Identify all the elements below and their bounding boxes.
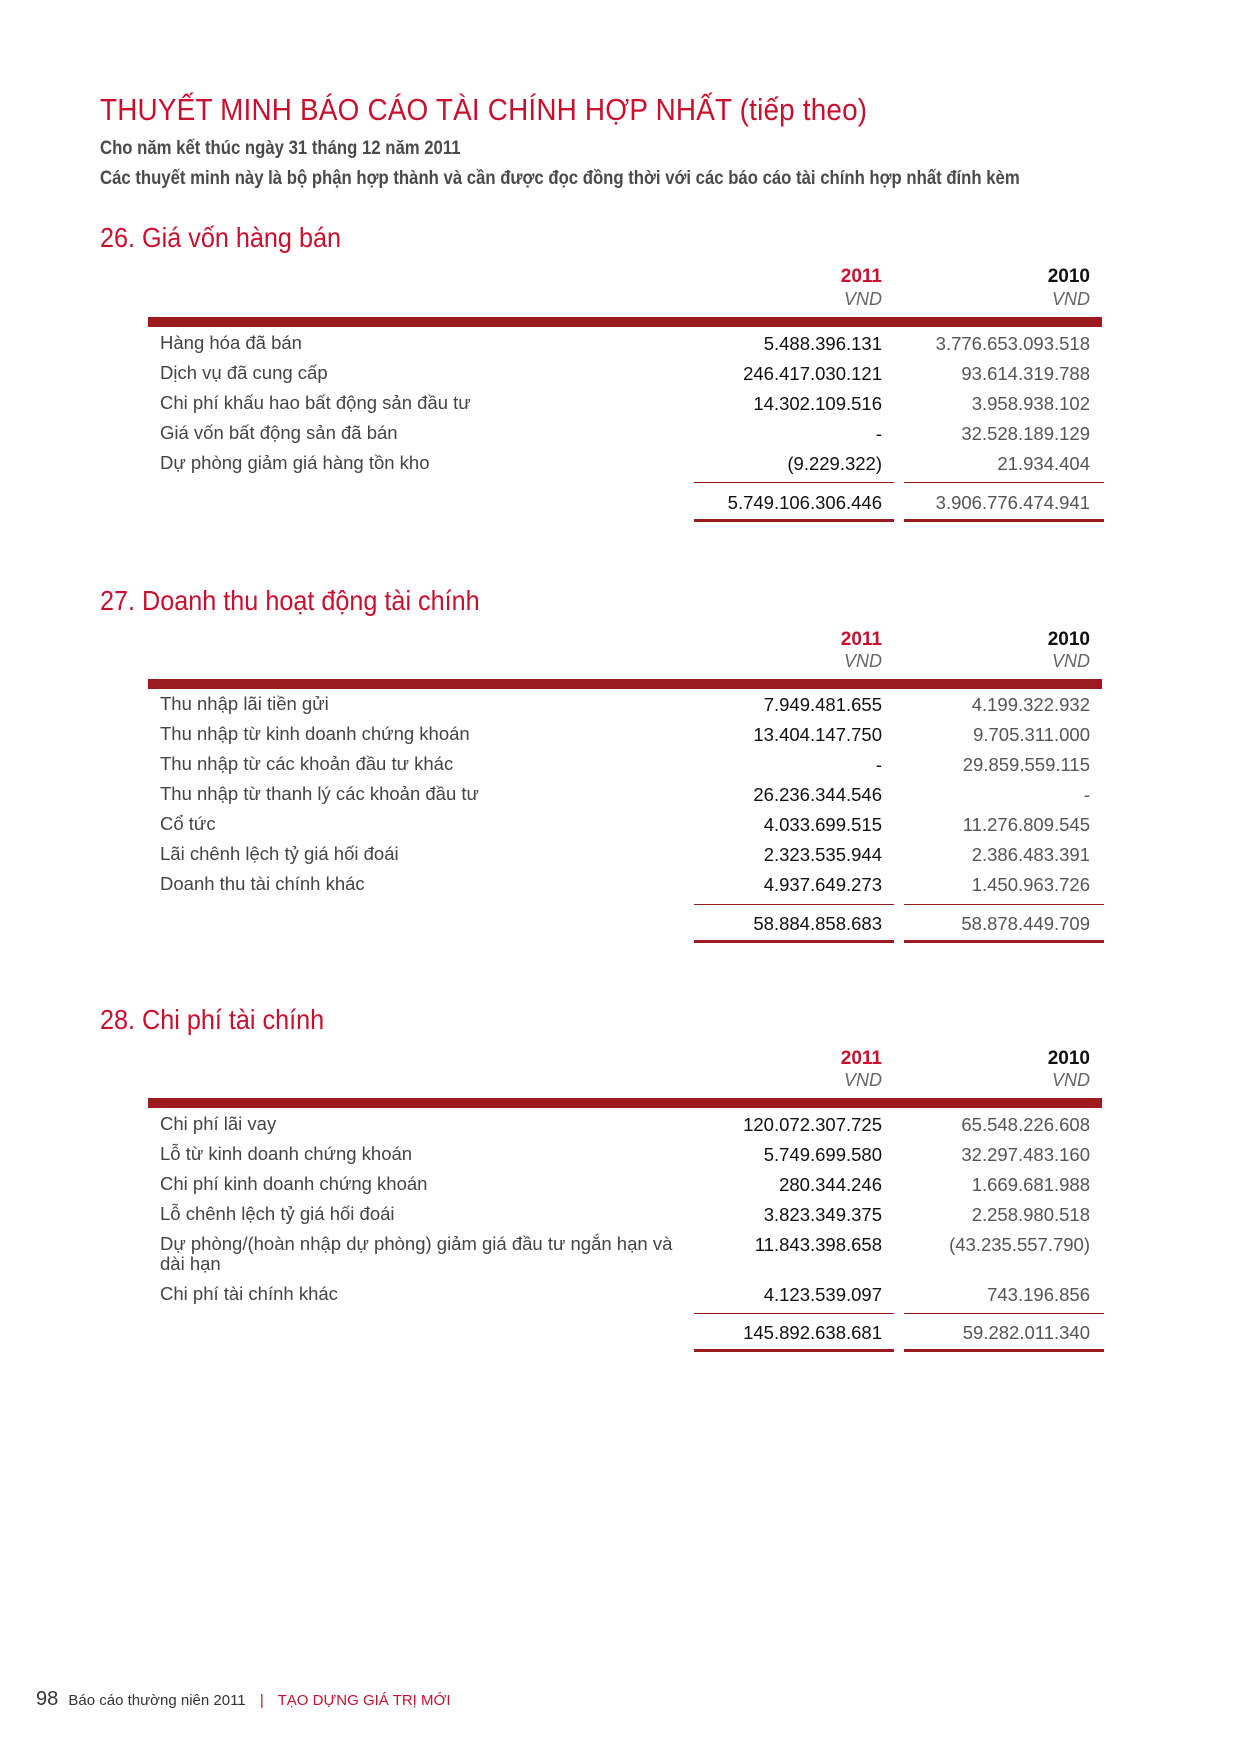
value-prior: 21.934.404: [997, 453, 1090, 474]
value-prior: 9.705.311.000: [973, 724, 1090, 745]
column-header-current-year: 2011: [840, 629, 882, 650]
footer-slogan: TẠO DỰNG GIÁ TRỊ MỚI: [277, 1692, 451, 1709]
note-section-cost-of-goods-sold: [0, 222, 1241, 582]
value-current: 2.323.535.944: [763, 844, 882, 865]
row-label: Chi phí tài chính khác: [160, 1283, 338, 1304]
value-prior: 3.776.653.093.518: [935, 333, 1090, 354]
column-header-prior-year: 2010: [1047, 629, 1090, 650]
header-divider-bar: [148, 679, 1102, 689]
header-divider-bar: [148, 317, 1102, 327]
unit-label-prior: VND: [1051, 289, 1090, 309]
value-prior: 3.958.938.102: [971, 393, 1090, 414]
page-subtitle-note: Các thuyết minh này là bộ phận hợp thành và cần được đọc đồng thời với các báo cáo tài chính hợp nhất đính kèm: [100, 168, 1020, 189]
value-prior: 29.859.559.115: [962, 754, 1090, 775]
line-items: [0, 1111, 1241, 1311]
unit-label-prior: VND: [1051, 651, 1090, 671]
row-label: Thu nhập từ kinh doanh chứng khoán: [160, 723, 470, 744]
row-label: Chi phí lãi vay: [160, 1113, 277, 1134]
table-row: [0, 1171, 1241, 1201]
page-number: 98: [36, 1688, 59, 1710]
total-rule-prior: [904, 519, 1104, 522]
report-name: Báo cáo thường niên 2011: [68, 1692, 246, 1709]
subtotal-rule-prior: [904, 904, 1104, 905]
value-current: 4.033.699.515: [763, 814, 882, 835]
unit-label-current: VND: [843, 289, 882, 309]
subtotal-rule-current: [694, 482, 894, 483]
unit-label-current: VND: [843, 1070, 882, 1090]
table-row: [0, 450, 1241, 480]
value-current: 5.488.396.131: [763, 333, 882, 354]
header-divider-bar: [148, 1098, 1102, 1108]
total-current: 145.892.638.681: [743, 1322, 882, 1343]
value-current: -: [875, 754, 882, 775]
value-current: 11.843.398.658: [754, 1234, 882, 1255]
unit-label-prior: VND: [1051, 1070, 1090, 1090]
value-prior: 65.548.226.608: [961, 1114, 1090, 1135]
value-prior: -: [1083, 784, 1090, 805]
page-subtitle-period: Cho năm kết thúc ngày 31 tháng 12 năm 2011: [100, 138, 461, 159]
section-title: 28. Chi phí tài chính: [100, 1004, 325, 1035]
row-label: Thu nhập từ thanh lý các khoản đầu tư: [160, 783, 479, 804]
value-current: 14.302.109.516: [753, 393, 882, 414]
page-footer: [36, 1688, 451, 1711]
table-row: [0, 721, 1241, 751]
table-row: [0, 360, 1241, 390]
value-current: 280.344.246: [779, 1174, 882, 1195]
value-prior: 93.614.319.788: [961, 363, 1090, 384]
table-row: [0, 1111, 1241, 1141]
column-header-prior-year: 2010: [1047, 1048, 1090, 1069]
table-row: [0, 871, 1241, 901]
value-current: 13.404.147.750: [753, 724, 882, 745]
value-current: 246.417.030.121: [743, 363, 882, 384]
total-rule-current: [694, 1349, 894, 1352]
value-prior: 1.669.681.988: [971, 1174, 1090, 1195]
total-prior: 3.906.776.474.941: [935, 492, 1090, 513]
total-current: 5.749.106.306.446: [727, 492, 882, 513]
value-prior: 32.297.483.160: [961, 1144, 1090, 1165]
line-items: [0, 330, 1241, 480]
table-row: [0, 390, 1241, 420]
value-current: 4.937.649.273: [763, 874, 882, 895]
row-label: Dịch vụ đã cung cấp: [160, 362, 328, 383]
row-label: Chi phí kinh doanh chứng khoán: [160, 1173, 428, 1194]
note-section-financial-expenses: [0, 1004, 1241, 1364]
value-current: 5.749.699.580: [763, 1144, 882, 1165]
row-label: Hàng hóa đã bán: [160, 332, 302, 353]
table-row: [0, 1281, 1241, 1311]
subtotal-rule-current: [694, 1313, 894, 1314]
table-row: [0, 1231, 1241, 1281]
total-rule-prior: [904, 940, 1104, 943]
value-current: 3.823.349.375: [763, 1204, 882, 1225]
table-row: [0, 811, 1241, 841]
row-label: Lỗ chênh lệch tỷ giá hối đoái: [160, 1203, 395, 1224]
value-current: 26.236.344.546: [753, 784, 882, 805]
table-row: [0, 841, 1241, 871]
unit-label-current: VND: [843, 651, 882, 671]
total-prior: 58.878.449.709: [961, 913, 1090, 934]
footer-separator: |: [259, 1692, 264, 1709]
total-current: 58.884.858.683: [753, 913, 882, 934]
row-label: Cổ tức: [160, 813, 216, 834]
total-rule-current: [694, 519, 894, 522]
value-prior: (43.235.557.790): [949, 1234, 1090, 1255]
table-row: [0, 1201, 1241, 1231]
table-row: [0, 751, 1241, 781]
table-row: [0, 691, 1241, 721]
row-label: Thu nhập lãi tiền gửi: [160, 693, 329, 714]
value-prior: 32.528.189.129: [961, 423, 1090, 444]
table-row: [0, 420, 1241, 450]
row-label: Lỗ từ kinh doanh chứng khoán: [160, 1143, 413, 1164]
line-items: [0, 691, 1241, 901]
total-rule-prior: [904, 1349, 1104, 1352]
row-label: Doanh thu tài chính khác: [160, 873, 365, 894]
value-prior: 1.450.963.726: [971, 874, 1090, 895]
section-title: 27. Doanh thu hoạt động tài chính: [100, 585, 480, 616]
subtotal-rule-prior: [904, 1313, 1104, 1314]
value-current: 120.072.307.725: [743, 1114, 882, 1135]
column-header-current-year: 2011: [840, 1048, 882, 1069]
subtotal-rule-current: [694, 904, 894, 905]
value-prior: 2.258.980.518: [971, 1204, 1090, 1225]
value-current: (9.229.322): [787, 453, 882, 474]
page-title: THUYẾT MINH BÁO CÁO TÀI CHÍNH HỢP NHẤT (tiếp theo): [100, 92, 868, 127]
value-current: -: [875, 423, 882, 444]
column-header-current-year: 2011: [840, 266, 882, 287]
row-label: Dự phòng/(hoàn nhập dự phòng) giảm giá đầu tư ngắn hạn và dài hạn: [160, 1233, 673, 1274]
row-label: Thu nhập từ các khoản đầu tư khác: [160, 753, 454, 774]
value-current: 7.949.481.655: [763, 694, 882, 715]
subtotal-rule-prior: [904, 482, 1104, 483]
note-section-financial-income: [0, 585, 1241, 945]
section-title: 26. Giá vốn hàng bán: [100, 222, 341, 253]
table-row: [0, 1141, 1241, 1171]
row-label: Lãi chênh lệch tỷ giá hối đoái: [160, 843, 399, 864]
column-header-prior-year: 2010: [1047, 266, 1090, 287]
value-current: 4.123.539.097: [763, 1284, 882, 1305]
value-prior: 743.196.856: [987, 1284, 1090, 1305]
value-prior: 11.276.809.545: [962, 814, 1090, 835]
row-label: Chi phí khấu hao bất động sản đầu tư: [160, 392, 471, 413]
value-prior: 4.199.322.932: [971, 694, 1090, 715]
row-label: Giá vốn bất động sản đã bán: [160, 422, 398, 443]
value-prior: 2.386.483.391: [971, 844, 1090, 865]
row-label: Dự phòng giảm giá hàng tồn kho: [160, 452, 430, 473]
total-rule-current: [694, 940, 894, 943]
table-row: [0, 781, 1241, 811]
table-row: [0, 330, 1241, 360]
total-prior: 59.282.011.340: [962, 1322, 1090, 1343]
